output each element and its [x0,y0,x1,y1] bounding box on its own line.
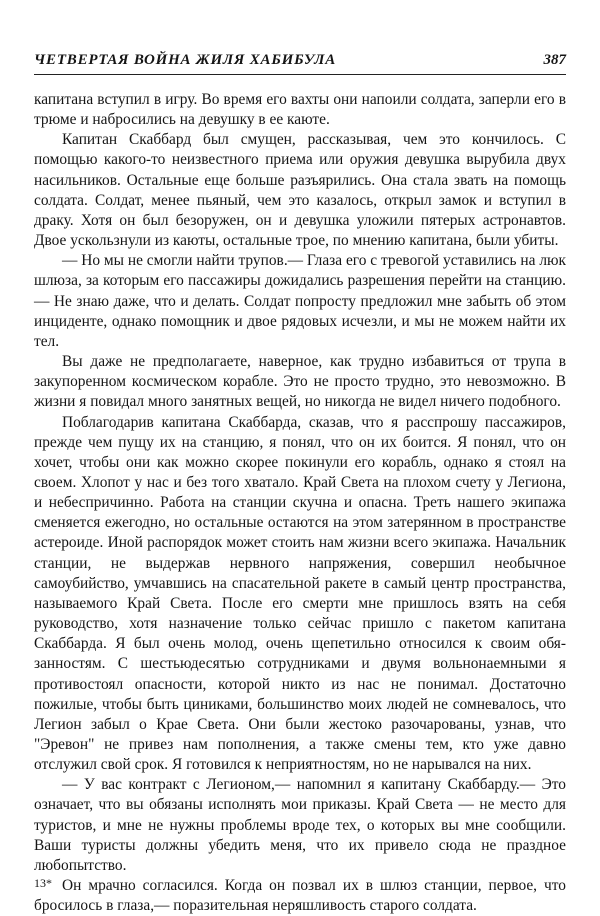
paragraph: Вы даже не предполагаете, наверное, как трудно избавиться от трупа в закупоренном космическом корабле. Это не просто трудно, это невозможно. В жизни я повидал много занятных вещей, но никогда не видел ничего подобного. [34,353,566,411]
paragraph: Поблагодарив капитана Скаббарда, сказав, что я расспрошу пассажиров, прежде чем пущу их на станцию, я понял, что он их боится. Я понял, что он хочет, чтобы они как можно скорее покинули его корабль, однако я стоял на своем. Хлопот у нас и без того хватало. Край Света на плохом счету у Легиона, и небеспричинно. Работа на станции скучна и опасна. Треть нашего экипажа сменяется ежегодно, но остальные остаются на этом затерянном в пространстве астероиде. Иной распорядок может стоить нам жизни всего экипажа. Начальник станции, не выдержав нервного напряжения, совершил необычное самоубийство, умчавшись на спасательной ракете в самый центр пространства, называемого Край Света. После его смерти мне пришлось взять на себя руководство, хотя назначение только сейчас пришло с пакетом капитана Скаббарда. Я был очень молод, очень щепетильно относился к своим обязанностям. С шестьюдесятью сотрудниками и двумя вольнонаемными я противостоял опасности, которой никто из нас не понимал. Достаточно пожилые, чтобы быть циниками, большинство моих людей не сомневалось, что Легион забыл о Крае Света. Они были жестоко разочарованы, узнав, что "Эревон" не привез нам пополнения, а также смены тем, кто уже давно отслужил свой срок. Я готовился к неприятностям, но не нарывался на них. [34,413,566,774]
page-number: 387 [543,52,566,68]
printer-signature-mark: 13* [34,876,52,890]
book-page [34,0,566,915]
body-text [34,90,566,916]
running-header-title: ЧЕТВЕРТАЯ ВОЙНА ЖИЛЯ ХАБИБУЛА [34,52,336,68]
running-header [34,52,566,75]
paragraph: капитана вступил в игру. Во время его вахты они напоили солдата, заперли его в трюме и набросились на девушку в ее каюте. [34,91,566,129]
paragraph: Он мрачно согласился. Когда он позвал их в шлюз станции, первое, что бросилось в глаза,— поразительная неряшливость старого солдата. [34,877,566,915]
paragraph: — Но мы не смогли найти трупов.— Глаза его с тревогой уставились на люк шлюза, за которым его пассажиры дожидались разрешения перейти на станцию.— Не знаю даже, что и делать. Солдат попросту предложил мне забыть об этом инциденте, однако помощник и двое рядовых исчезли, и мы не можем найти их тел. [34,252,566,350]
paragraph: Капитан Скаббард был смущен, рассказывая, чем это кончилось. С помощью какого-то неизвестного приема или оружия девушка вырубила двух насильников. Остальные еще больше разъярились. Она стала звать на помощь солдата. Солдат, менее пьяный, чем это казалось, открыл замок и вступил в драку. Хотя он был безоружен, он и девушка уложили пятерых астронавтов. Двое ускользнули из каюты, остальные трое, по мнению капитана, были убиты. [34,131,566,250]
paragraph: — У вас контракт с Легионом,— напомнил я капитану Скаббарду.— Это означает, что вы обязаны исполнять мои приказы. Край Света — не место для туристов, и мне не нужны проблемы вроде тех, о которых вы мне сообщили. Ваши туристы должны убедить меня, что их привело сюда не праздное любопытство. [34,776,566,874]
